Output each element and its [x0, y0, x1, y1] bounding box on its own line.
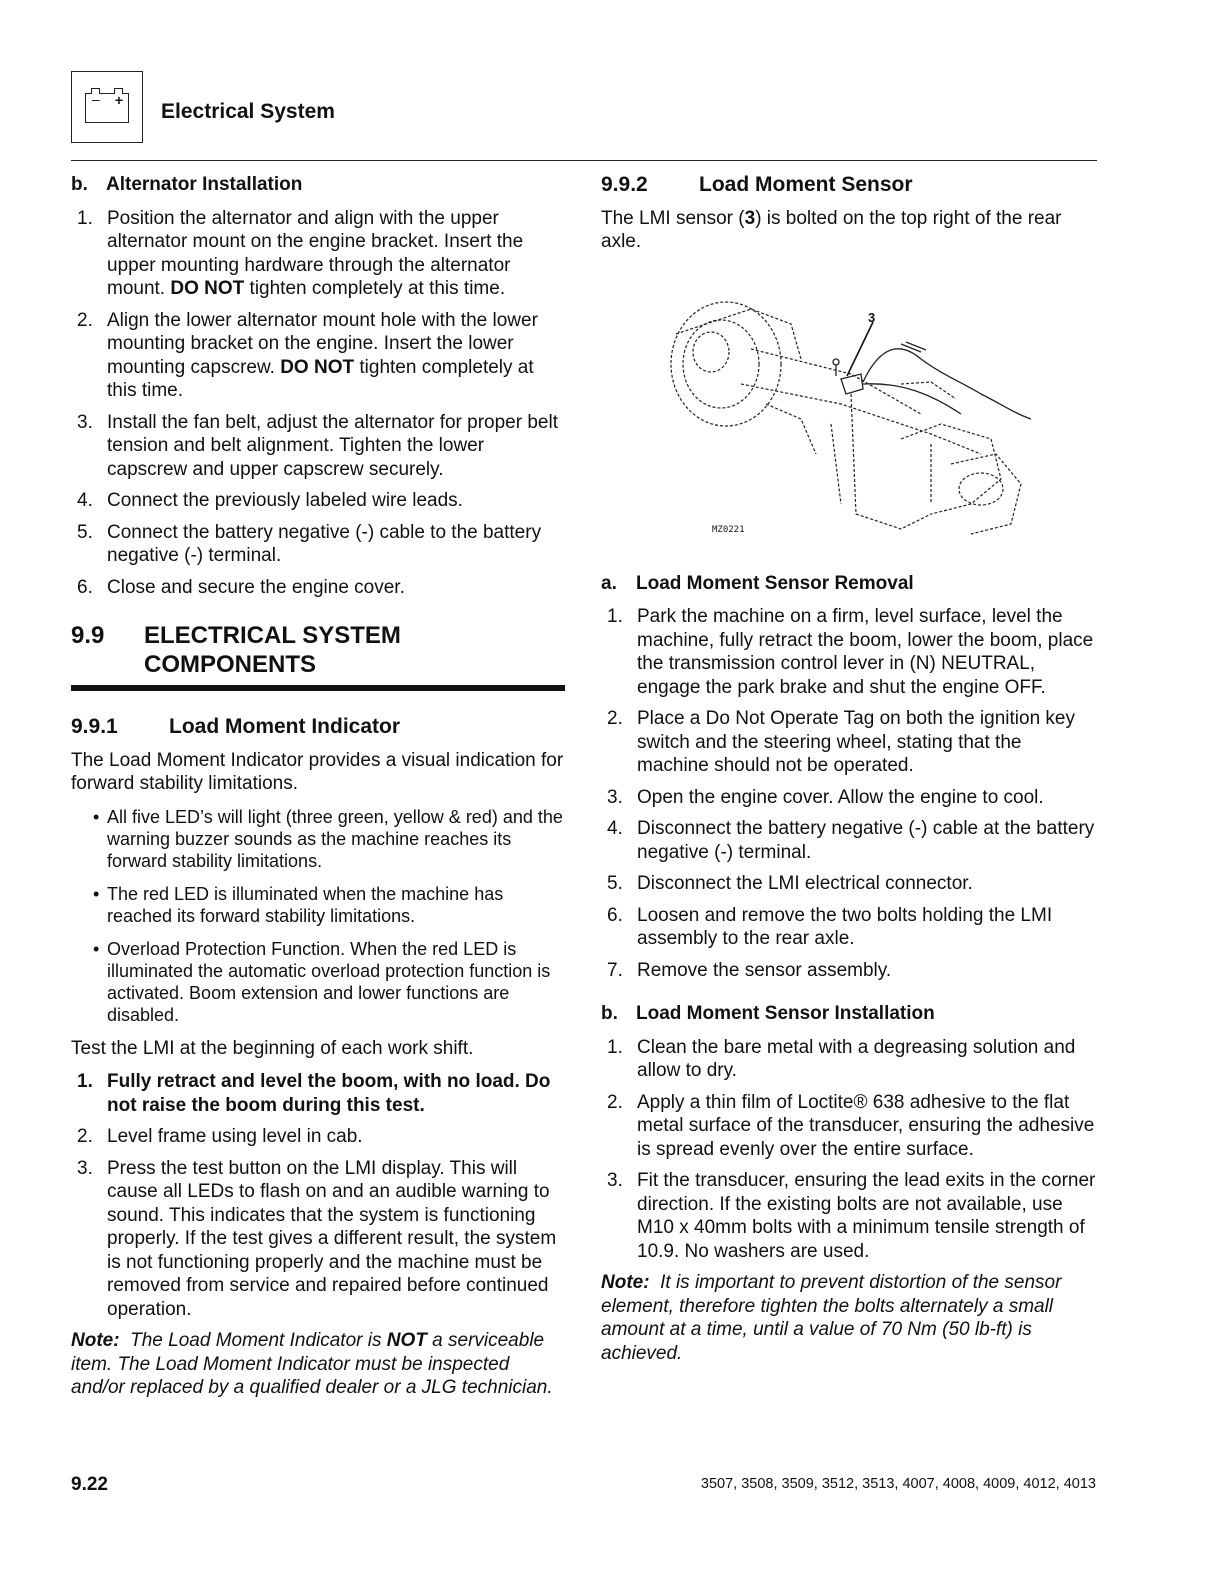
lmi-intro: The Load Moment Indicator provides a visual indication for forward stability limitations.	[71, 749, 564, 794]
sensor-note: Note: It is important to prevent distortion of the sensor element, therefore tighten the bolts alternately a small amount at a time, until a value of 70 Nm (50 lb-ft) is achieved.	[601, 1272, 1062, 1364]
list-item: • All five LED’s will light (three green, yellow & red) and the warning buzzer sounds as the machine reaches its forward stability limitations.	[93, 806, 565, 872]
sensor-removal-heading: a. Load Moment Sensor Removal	[601, 572, 914, 594]
header-icon-box	[71, 71, 143, 143]
page-number: 9.22	[71, 1474, 108, 1495]
header-title: Electrical System	[161, 100, 335, 123]
list-item: 6. Loosen and remove the two bolts holding the LMI assembly to the rear axle.	[607, 904, 1053, 949]
right-column	[601, 170, 1097, 1375]
left-column	[71, 170, 565, 1410]
callout-label: 3	[868, 309, 876, 325]
axle-drawing	[601, 264, 1097, 554]
list-item: 5. Connect the battery negative (-) cable to the battery negative (-) terminal.	[77, 521, 542, 566]
sensor-intro: The LMI sensor (3) is bolted on the top right of the rear axle.	[601, 207, 1062, 252]
sensor-removal-steps	[601, 605, 1097, 982]
list-item: 7. Remove the sensor assembly.	[607, 959, 892, 981]
battery-negative-sign: –	[92, 91, 100, 107]
sensor-installation-heading: b. Load Moment Sensor Installation	[601, 1003, 935, 1024]
battery-positive-sign: +	[114, 92, 123, 108]
subsection-heading-9-9-1: 9.9.1 Load Moment Indicator	[71, 715, 400, 738]
list-item: 3. Press the test button on the LMI display. This will cause all LEDs to flash on and an audible warning to sound. This indicates that the system is functioning properly. If the test gives a different result, the system is not functioning properly and the machine must be removed from service and repaired before continued operation.	[77, 1157, 557, 1320]
list-item: • Overload Protection Function. When the red LED is illuminated the automatic overload protection function is activated. Boom extension and lower functions are disabled.	[93, 938, 565, 1026]
list-item: 6. Close and secure the engine cover.	[77, 576, 405, 598]
header-rule	[71, 160, 1097, 161]
list-item: 3. Open the engine cover. Allow the engine to cool.	[607, 786, 1044, 808]
lmi-bullets	[71, 806, 565, 1026]
subsection-heading-9-9-2: 9.9.2 Load Moment Sensor	[601, 173, 913, 196]
list-item: 3. Install the fan belt, adjust the alternator for proper belt tension and belt alignment. Tighten the lower capscrew and upper capscrew securely.	[77, 411, 558, 480]
list-item: 1. Clean the bare metal with a degreasing solution and allow to dry.	[607, 1036, 1076, 1081]
list-item: 2. Place a Do Not Operate Tag on both the ignition key switch and the steering wheel, stating that the machine should not be operated.	[607, 708, 1075, 776]
list-item: 1. Position the alternator and align with the upper alternator mount on the engine bracket. Insert the upper mounting hardware through the alternator mount. DO NOT tighten completely at this time.	[77, 207, 524, 299]
sensor-installation-steps	[601, 1036, 1097, 1264]
lmi-note: Note: The Load Moment Indicator is NOT a serviceable item. The Load Moment Indicator must be inspected and/or replaced by a qualified dealer or a JLG technician.	[71, 1330, 553, 1398]
section-heading-9-9: 9.9 ELECTRICAL SYSTEM COMPONENTS	[71, 621, 565, 691]
callout-leader-line	[847, 322, 873, 376]
battery-icon	[85, 93, 129, 123]
list-item: 4. Disconnect the battery negative (-) cable at the battery negative (-) terminal.	[607, 818, 1095, 863]
list-item: 4. Connect the previously labeled wire leads.	[77, 490, 463, 511]
figure-code: MZ0221	[712, 524, 745, 535]
alternator-installation-heading: b. Alternator Installation	[71, 174, 303, 195]
model-numbers: 3507, 3508, 3509, 3512, 3513, 4007, 4008, 4009, 4012, 4013	[700, 1476, 1096, 1492]
lmi-test-steps	[71, 1070, 565, 1321]
list-item: 2. Align the lower alternator mount hole with the lower mounting bracket on the engine. Insert the lower mounting capscrew. DO NOT tighten completely at this time.	[77, 309, 538, 401]
list-item: 5. Disconnect the LMI electrical connector.	[607, 873, 973, 894]
list-item: 1. Fully retract and level the boom, with no load. Do not raise the boom during this test.	[77, 1071, 551, 1116]
axle-sensor-figure	[601, 264, 1097, 554]
list-item: 1. Park the machine on a firm, level surface, level the machine, fully retract the boom, lower the boom, place the transmission control lever in (N) NEUTRAL, engage the park brake and shut the engine OFF.	[607, 606, 1094, 698]
lmi-test-intro: Test the LMI at the beginning of each work shift.	[71, 1037, 474, 1059]
list-item: 2. Level frame using level in cab.	[77, 1126, 363, 1147]
alternator-installation-steps	[71, 207, 565, 600]
list-item: 3. Fit the transducer, ensuring the lead exits in the corner direction. If the existing bolts are not available, use M10 x 40mm bolts with a minimum tensile strength of 10.9. No washers are used.	[607, 1170, 1096, 1262]
list-item: 2. Apply a thin film of Loctite® 638 adhesive to the flat metal surface of the transducer, ensuring the adhesive is spread evenly over the entire surface.	[607, 1091, 1095, 1160]
list-item: • The red LED is illuminated when the machine has reached its forward stability limitations.	[93, 883, 565, 927]
